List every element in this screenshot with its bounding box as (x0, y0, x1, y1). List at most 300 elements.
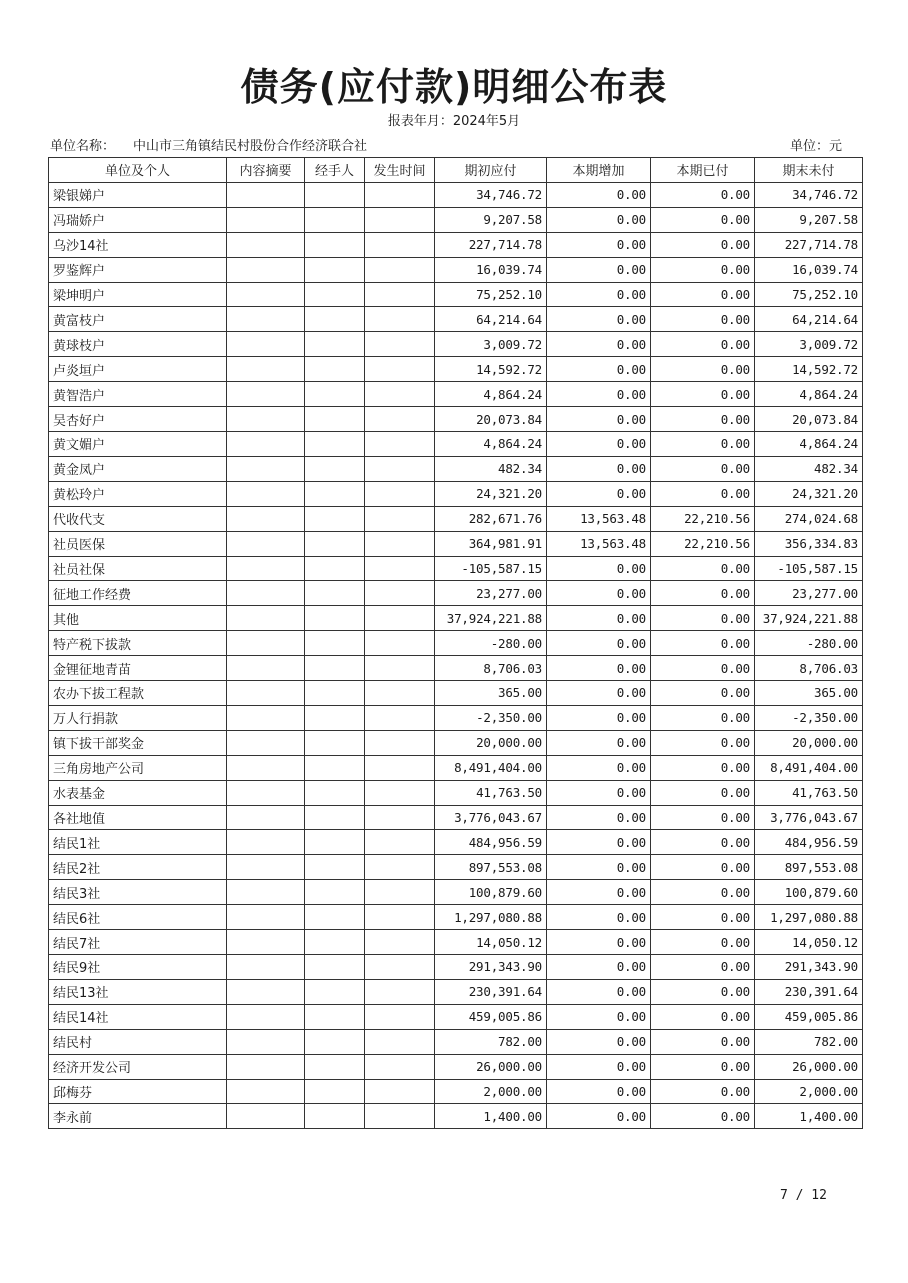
opening-payable-cell: 26,000.00 (435, 1054, 547, 1079)
row-name-cell: 黄松玲户 (49, 481, 227, 506)
opening-payable-cell: 64,214.64 (435, 307, 547, 332)
empty-cell (227, 456, 305, 481)
opening-payable-cell: 37,924,221.88 (435, 606, 547, 631)
opening-payable-cell: 1,297,080.88 (435, 905, 547, 930)
closing-unpaid-cell: 8,491,404.00 (755, 755, 863, 780)
row-name-cell: 罗鉴辉户 (49, 257, 227, 282)
closing-unpaid-cell: 230,391.64 (755, 979, 863, 1004)
empty-cell (305, 656, 365, 681)
row-name-cell: 黄球枝户 (49, 332, 227, 357)
empty-cell (365, 232, 435, 257)
empty-cell (305, 681, 365, 706)
empty-cell (365, 1029, 435, 1054)
closing-unpaid-cell: 291,343.90 (755, 955, 863, 980)
row-name-cell: 结民3社 (49, 880, 227, 905)
closing-unpaid-cell: 14,592.72 (755, 357, 863, 382)
opening-payable-cell: 482.34 (435, 456, 547, 481)
empty-cell (365, 805, 435, 830)
period-increase-cell: 0.00 (547, 830, 651, 855)
period-increase-cell: 0.00 (547, 257, 651, 282)
empty-cell (365, 705, 435, 730)
period-increase-cell: 0.00 (547, 855, 651, 880)
opening-payable-cell: 34,746.72 (435, 182, 547, 207)
empty-cell (365, 431, 435, 456)
empty-cell (305, 855, 365, 880)
closing-unpaid-cell: 897,553.08 (755, 855, 863, 880)
empty-cell (227, 755, 305, 780)
opening-payable-cell: 1,400.00 (435, 1104, 547, 1129)
empty-cell (227, 257, 305, 282)
opening-payable-cell: 230,391.64 (435, 979, 547, 1004)
row-name-cell: 邱梅芬 (49, 1079, 227, 1104)
table-row (49, 805, 863, 830)
empty-cell (227, 506, 305, 531)
table-row (49, 705, 863, 730)
empty-cell (227, 182, 305, 207)
period-increase-cell: 0.00 (547, 606, 651, 631)
table-row (49, 232, 863, 257)
empty-cell (365, 631, 435, 656)
period-paid-cell: 0.00 (651, 905, 755, 930)
report-period: 报表年月：2024年5月 (387, 114, 521, 129)
empty-cell (365, 481, 435, 506)
empty-cell (365, 656, 435, 681)
period-increase-cell: 0.00 (547, 1029, 651, 1054)
empty-cell (365, 531, 435, 556)
opening-payable-cell: 484,956.59 (435, 830, 547, 855)
empty-cell (365, 581, 435, 606)
empty-cell (227, 307, 305, 332)
opening-payable-cell: 459,005.86 (435, 1004, 547, 1029)
table-row (49, 456, 863, 481)
empty-cell (305, 730, 365, 755)
empty-cell (227, 830, 305, 855)
row-name-cell: 结民9社 (49, 955, 227, 980)
empty-cell (227, 656, 305, 681)
row-name-cell: 其他 (49, 606, 227, 631)
table-row (49, 681, 863, 706)
period-increase-cell: 0.00 (547, 332, 651, 357)
table-row (49, 407, 863, 432)
opening-payable-cell: -105,587.15 (435, 556, 547, 581)
table-row (49, 979, 863, 1004)
table-row (49, 332, 863, 357)
empty-cell (305, 805, 365, 830)
empty-cell (305, 755, 365, 780)
closing-unpaid-cell: 41,763.50 (755, 780, 863, 805)
period-increase-cell: 0.00 (547, 282, 651, 307)
period-paid-cell: 0.00 (651, 456, 755, 481)
closing-unpaid-cell: -2,350.00 (755, 705, 863, 730)
period-increase-cell: 0.00 (547, 1004, 651, 1029)
empty-cell (305, 282, 365, 307)
closing-unpaid-cell: 23,277.00 (755, 581, 863, 606)
opening-payable-cell: 782.00 (435, 1029, 547, 1054)
empty-cell (305, 979, 365, 1004)
table-row (49, 730, 863, 755)
row-name-cell: 黄金凤户 (49, 456, 227, 481)
period-increase-cell: 0.00 (547, 481, 651, 506)
empty-cell (227, 1004, 305, 1029)
empty-cell (227, 805, 305, 830)
row-name-cell: 吴杏好户 (49, 407, 227, 432)
opening-payable-cell: 100,879.60 (435, 880, 547, 905)
table-row (49, 531, 863, 556)
period-increase-cell: 0.00 (547, 556, 651, 581)
table-row (49, 905, 863, 930)
period-paid-cell: 0.00 (651, 282, 755, 307)
period-increase-cell: 0.00 (547, 705, 651, 730)
empty-cell (305, 407, 365, 432)
empty-cell (365, 780, 435, 805)
empty-cell (305, 431, 365, 456)
empty-cell (305, 382, 365, 407)
opening-payable-cell: 897,553.08 (435, 855, 547, 880)
empty-cell (365, 506, 435, 531)
table-row (49, 581, 863, 606)
closing-unpaid-cell: 3,009.72 (755, 332, 863, 357)
period-increase-cell: 0.00 (547, 1054, 651, 1079)
closing-unpaid-cell: 484,956.59 (755, 830, 863, 855)
period-increase-cell: 0.00 (547, 730, 651, 755)
empty-cell (227, 631, 305, 656)
period-increase-cell: 13,563.48 (547, 531, 651, 556)
row-name-cell: 各社地值 (49, 805, 227, 830)
closing-unpaid-cell: 24,321.20 (755, 481, 863, 506)
empty-cell (365, 606, 435, 631)
period-increase-cell: 0.00 (547, 456, 651, 481)
page-number: 7 / 12 (780, 1188, 827, 1203)
table-row (49, 855, 863, 880)
empty-cell (227, 332, 305, 357)
period-paid-cell: 0.00 (651, 1004, 755, 1029)
closing-unpaid-cell: 26,000.00 (755, 1054, 863, 1079)
closing-unpaid-cell: 9,207.58 (755, 207, 863, 232)
empty-cell (305, 531, 365, 556)
col-header: 本期已付 (651, 158, 755, 183)
row-name-cell: 结民6社 (49, 905, 227, 930)
empty-cell (227, 880, 305, 905)
closing-unpaid-cell: 365.00 (755, 681, 863, 706)
period-paid-cell: 0.00 (651, 307, 755, 332)
row-name-cell: 梁坤明户 (49, 282, 227, 307)
empty-cell (305, 705, 365, 730)
table-row (49, 357, 863, 382)
row-name-cell: 结民13社 (49, 979, 227, 1004)
period-increase-cell: 0.00 (547, 880, 651, 905)
empty-cell (365, 979, 435, 1004)
period-paid-cell: 0.00 (651, 431, 755, 456)
empty-cell (227, 407, 305, 432)
period-paid-cell: 0.00 (651, 581, 755, 606)
col-header: 期末未付 (755, 158, 863, 183)
period-paid-cell: 0.00 (651, 556, 755, 581)
period-increase-cell: 0.00 (547, 979, 651, 1004)
empty-cell (365, 681, 435, 706)
period-increase-cell: 0.00 (547, 681, 651, 706)
empty-cell (305, 182, 365, 207)
empty-cell (305, 1029, 365, 1054)
empty-cell (305, 207, 365, 232)
period-paid-cell: 0.00 (651, 830, 755, 855)
row-name-cell: 卢炎垣户 (49, 357, 227, 382)
period-paid-cell: 0.00 (651, 979, 755, 1004)
period-increase-cell: 0.00 (547, 407, 651, 432)
col-header: 单位及个人 (49, 158, 227, 183)
closing-unpaid-cell: 4,864.24 (755, 431, 863, 456)
debt-detail-table (48, 157, 863, 1129)
row-name-cell: 结民14社 (49, 1004, 227, 1029)
opening-payable-cell: 282,671.76 (435, 506, 547, 531)
opening-payable-cell: 2,000.00 (435, 1079, 547, 1104)
empty-cell (227, 556, 305, 581)
row-name-cell: 水表基金 (49, 780, 227, 805)
empty-cell (305, 456, 365, 481)
table-row (49, 1004, 863, 1029)
period-paid-cell: 0.00 (651, 606, 755, 631)
col-header: 期初应付 (435, 158, 547, 183)
empty-cell (305, 930, 365, 955)
empty-cell (365, 955, 435, 980)
empty-cell (227, 681, 305, 706)
empty-cell (365, 407, 435, 432)
row-name-cell: 社员社保 (49, 556, 227, 581)
table-row (49, 431, 863, 456)
empty-cell (365, 1054, 435, 1079)
period-paid-cell: 0.00 (651, 182, 755, 207)
empty-cell (365, 382, 435, 407)
empty-cell (305, 481, 365, 506)
table-header-row (49, 158, 863, 183)
empty-cell (227, 855, 305, 880)
unit-name-label: 单位名称： (50, 139, 116, 154)
period-increase-cell: 0.00 (547, 1104, 651, 1129)
table-row (49, 1029, 863, 1054)
empty-cell (305, 581, 365, 606)
empty-cell (227, 1104, 305, 1129)
period-increase-cell: 0.00 (547, 182, 651, 207)
opening-payable-cell: 8,706.03 (435, 656, 547, 681)
period-paid-cell: 0.00 (651, 332, 755, 357)
col-header: 发生时间 (365, 158, 435, 183)
page-title: 债务(应付款)明细公布表 (240, 65, 668, 109)
period-paid-cell: 0.00 (651, 1054, 755, 1079)
row-name-cell: 社员医保 (49, 531, 227, 556)
closing-unpaid-cell: 482.34 (755, 456, 863, 481)
period-paid-cell: 0.00 (651, 705, 755, 730)
period-increase-cell: 0.00 (547, 207, 651, 232)
row-name-cell: 黄智浩户 (49, 382, 227, 407)
empty-cell (365, 1079, 435, 1104)
closing-unpaid-cell: 64,214.64 (755, 307, 863, 332)
period-paid-cell: 0.00 (651, 257, 755, 282)
empty-cell (365, 257, 435, 282)
unit-name-line (50, 135, 367, 154)
period-increase-cell: 0.00 (547, 357, 651, 382)
empty-cell (227, 531, 305, 556)
empty-cell (305, 232, 365, 257)
row-name-cell: 结民村 (49, 1029, 227, 1054)
closing-unpaid-cell: 75,252.10 (755, 282, 863, 307)
period-paid-cell: 0.00 (651, 730, 755, 755)
closing-unpaid-cell: 20,073.84 (755, 407, 863, 432)
table-row (49, 207, 863, 232)
table-row (49, 755, 863, 780)
row-name-cell: 黄文媚户 (49, 431, 227, 456)
row-name-cell: 结民2社 (49, 855, 227, 880)
closing-unpaid-cell: -105,587.15 (755, 556, 863, 581)
period-increase-cell: 0.00 (547, 631, 651, 656)
opening-payable-cell: 20,000.00 (435, 730, 547, 755)
col-header: 本期增加 (547, 158, 651, 183)
row-name-cell: 结民1社 (49, 830, 227, 855)
empty-cell (305, 1004, 365, 1029)
table-row (49, 481, 863, 506)
table-row (49, 1079, 863, 1104)
empty-cell (227, 1029, 305, 1054)
empty-cell (305, 357, 365, 382)
closing-unpaid-cell: 4,864.24 (755, 382, 863, 407)
period-increase-cell: 0.00 (547, 581, 651, 606)
currency-unit: 单位：元 (790, 139, 843, 154)
closing-unpaid-cell: 2,000.00 (755, 1079, 863, 1104)
period-paid-cell: 0.00 (651, 631, 755, 656)
empty-cell (305, 307, 365, 332)
period-paid-cell: 0.00 (651, 1029, 755, 1054)
empty-cell (227, 357, 305, 382)
table-row (49, 780, 863, 805)
closing-unpaid-cell: 227,714.78 (755, 232, 863, 257)
opening-payable-cell: 227,714.78 (435, 232, 547, 257)
period-increase-cell: 0.00 (547, 656, 651, 681)
period-paid-cell: 0.00 (651, 955, 755, 980)
empty-cell (227, 730, 305, 755)
empty-cell (227, 979, 305, 1004)
closing-unpaid-cell: 8,706.03 (755, 656, 863, 681)
closing-unpaid-cell: 782.00 (755, 1029, 863, 1054)
period-increase-cell: 13,563.48 (547, 506, 651, 531)
closing-unpaid-cell: 16,039.74 (755, 257, 863, 282)
table-row (49, 382, 863, 407)
row-name-cell: 征地工作经费 (49, 581, 227, 606)
empty-cell (227, 780, 305, 805)
closing-unpaid-cell: 1,297,080.88 (755, 905, 863, 930)
col-header: 经手人 (305, 158, 365, 183)
period-paid-cell: 0.00 (651, 481, 755, 506)
table-row (49, 631, 863, 656)
period-increase-cell: 0.00 (547, 955, 651, 980)
empty-cell (365, 456, 435, 481)
empty-cell (305, 780, 365, 805)
empty-cell (365, 905, 435, 930)
table-row (49, 506, 863, 531)
row-name-cell: 农办下拔工程款 (49, 681, 227, 706)
period-increase-cell: 0.00 (547, 930, 651, 955)
period-paid-cell: 0.00 (651, 232, 755, 257)
period-paid-cell: 22,210.56 (651, 531, 755, 556)
period-paid-cell: 0.00 (651, 656, 755, 681)
empty-cell (227, 705, 305, 730)
empty-cell (365, 307, 435, 332)
period-paid-cell: 0.00 (651, 207, 755, 232)
empty-cell (227, 382, 305, 407)
table-row (49, 955, 863, 980)
empty-cell (227, 1054, 305, 1079)
closing-unpaid-cell: 37,924,221.88 (755, 606, 863, 631)
empty-cell (227, 606, 305, 631)
opening-payable-cell: 14,592.72 (435, 357, 547, 382)
opening-payable-cell: -280.00 (435, 631, 547, 656)
period-paid-cell: 0.00 (651, 755, 755, 780)
period-paid-cell: 0.00 (651, 1104, 755, 1129)
closing-unpaid-cell: 459,005.86 (755, 1004, 863, 1029)
empty-cell (365, 880, 435, 905)
unit-name-value: 中山市三角镇结民村股份合作经济联合社 (133, 139, 368, 154)
empty-cell (365, 755, 435, 780)
table-row (49, 1104, 863, 1129)
opening-payable-cell: 20,073.84 (435, 407, 547, 432)
empty-cell (305, 257, 365, 282)
table-row (49, 282, 863, 307)
closing-unpaid-cell: 14,050.12 (755, 930, 863, 955)
opening-payable-cell: 3,009.72 (435, 332, 547, 357)
period-paid-cell: 22,210.56 (651, 506, 755, 531)
period-paid-cell: 0.00 (651, 357, 755, 382)
row-name-cell: 结民7社 (49, 930, 227, 955)
empty-cell (365, 855, 435, 880)
empty-cell (305, 332, 365, 357)
empty-cell (305, 1104, 365, 1129)
opening-payable-cell: 16,039.74 (435, 257, 547, 282)
empty-cell (365, 1104, 435, 1129)
closing-unpaid-cell: 356,334.83 (755, 531, 863, 556)
period-increase-cell: 0.00 (547, 431, 651, 456)
empty-cell (227, 905, 305, 930)
table-row (49, 606, 863, 631)
empty-cell (365, 730, 435, 755)
row-name-cell: 镇下拔干部奖金 (49, 730, 227, 755)
period-increase-cell: 0.00 (547, 1079, 651, 1104)
row-name-cell: 李永前 (49, 1104, 227, 1129)
empty-cell (305, 955, 365, 980)
row-name-cell: 代收代支 (49, 506, 227, 531)
col-header: 内容摘要 (227, 158, 305, 183)
empty-cell (305, 1054, 365, 1079)
closing-unpaid-cell: 1,400.00 (755, 1104, 863, 1129)
empty-cell (305, 606, 365, 631)
table-row (49, 307, 863, 332)
period-paid-cell: 0.00 (651, 407, 755, 432)
row-name-cell: 冯瑞娇户 (49, 207, 227, 232)
empty-cell (365, 282, 435, 307)
opening-payable-cell: 4,864.24 (435, 431, 547, 456)
table-row (49, 257, 863, 282)
opening-payable-cell: -2,350.00 (435, 705, 547, 730)
table-row (49, 656, 863, 681)
table-row (49, 880, 863, 905)
period-increase-cell: 0.00 (547, 755, 651, 780)
empty-cell (365, 556, 435, 581)
table-row (49, 1054, 863, 1079)
opening-payable-cell: 365.00 (435, 681, 547, 706)
period-increase-cell: 0.00 (547, 382, 651, 407)
empty-cell (227, 207, 305, 232)
period-paid-cell: 0.00 (651, 382, 755, 407)
table-row (49, 830, 863, 855)
row-name-cell: 梁银娣户 (49, 182, 227, 207)
opening-payable-cell: 8,491,404.00 (435, 755, 547, 780)
row-name-cell: 特产税下拔款 (49, 631, 227, 656)
